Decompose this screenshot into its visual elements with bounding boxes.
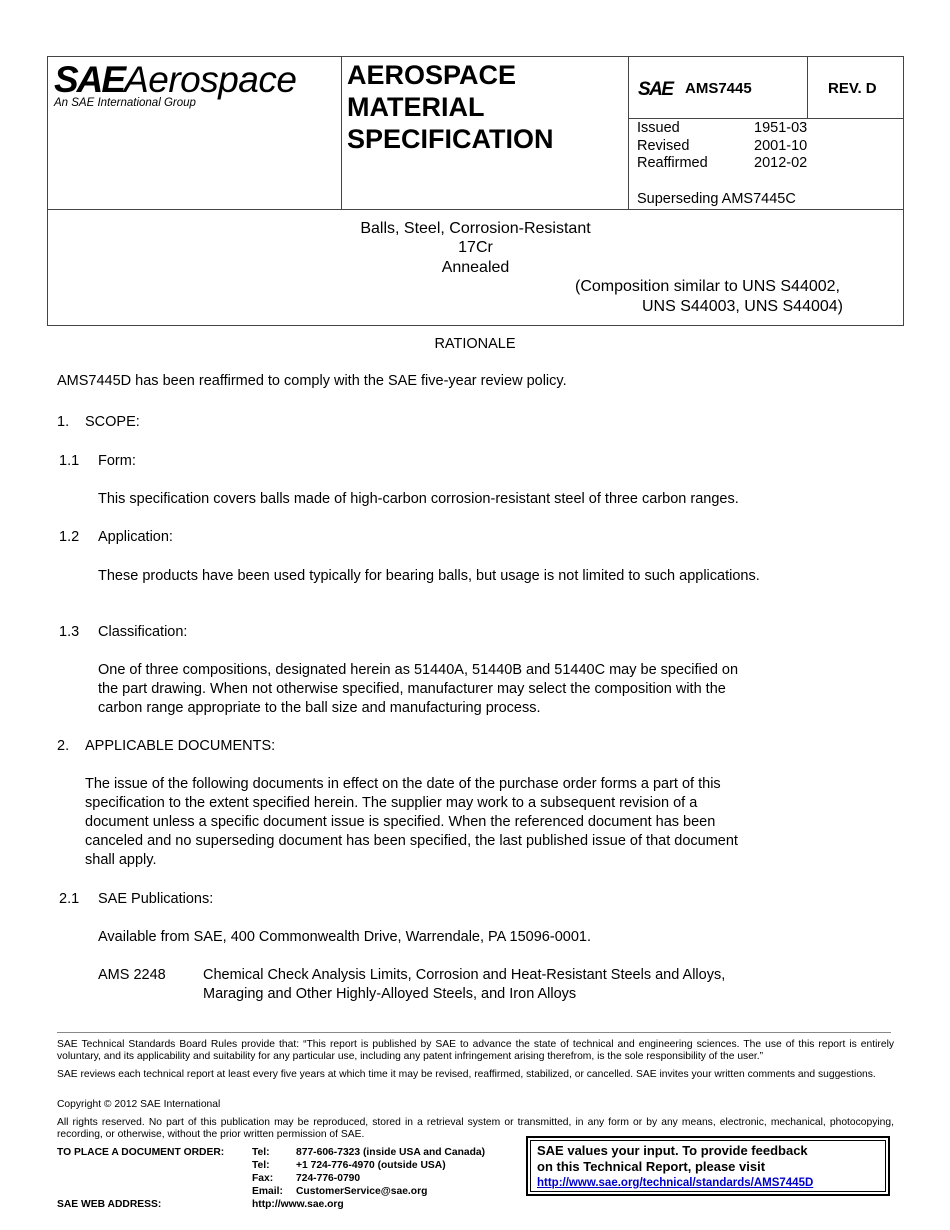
spec-type-title xyxy=(347,59,554,155)
section-number: 1.1 xyxy=(59,453,80,469)
web-label: SAE WEB ADDRESS: xyxy=(57,1199,162,1210)
logo-aerospace-text: Aerospace xyxy=(124,59,297,100)
title-line: SPECIFICATION xyxy=(347,124,554,154)
divider xyxy=(628,118,904,119)
contact-value: +1 724-776-4970 (outside USA) xyxy=(296,1160,446,1171)
contact-value: 877-606-7323 (inside USA and Canada) xyxy=(296,1147,486,1158)
reference-title-line: Chemical Check Analysis Limits, Corrosion and Heat-Resistant Steels and Alloys, xyxy=(203,967,726,983)
section-text-line: One of three compositions, designated herein as 51440A, 51440B and 51440C may be specified on xyxy=(98,662,739,678)
section-text: This specification covers balls made of high-carbon corrosion-resistant steel of three carbon ranges. xyxy=(98,491,739,507)
title-line: MATERIAL xyxy=(347,92,485,122)
reaffirmed-date: 2012-02 xyxy=(754,155,808,171)
review-note: SAE reviews each technical report at least every five years at which time it may be revised, reaffirmed, stabilized, or cancelled. SAE invites your written comments and suggestions. xyxy=(57,1069,876,1080)
title-line-2: 17Cr xyxy=(458,239,493,256)
reference-code: AMS 2248 xyxy=(98,967,166,983)
rationale-heading: RATIONALE xyxy=(434,336,516,352)
section-text-line: specification to the extent specified herein. The supplier may work to a subsequent revision of a xyxy=(85,795,698,811)
revised-label: Revised xyxy=(637,138,690,154)
revised-date: 2001-10 xyxy=(754,138,808,154)
divider xyxy=(341,57,342,209)
issued-label: Issued xyxy=(637,120,680,136)
footer-divider xyxy=(57,1032,891,1033)
section-text-line: shall apply. xyxy=(85,852,157,868)
composition-note-2: UNS S44003, UNS S44004) xyxy=(642,298,843,315)
document-number: AMS7445 xyxy=(685,80,752,97)
divider xyxy=(628,57,629,209)
section-text-line: The issue of the following documents in effect on the date of the purchase order forms a part of this xyxy=(85,776,721,792)
revision-label: REV. D xyxy=(828,80,877,97)
title-line: AEROSPACE xyxy=(347,60,517,90)
section-text-line: the part drawing. When not otherwise specified, manufacturer may select the composition with the xyxy=(98,681,726,697)
section-text: These products have been used typically for bearing balls, but usage is not limited to such applications. xyxy=(98,568,760,584)
section-title: SCOPE: xyxy=(85,414,140,430)
section-number: 1.3 xyxy=(59,624,80,640)
title-line-1: Balls, Steel, Corrosion-Resistant xyxy=(360,220,591,237)
feedback-box xyxy=(526,1136,890,1196)
feedback-inner xyxy=(530,1140,886,1192)
superseding-note: Superseding AMS7445C xyxy=(637,191,796,207)
sae-mini-logo: SAE xyxy=(638,79,673,100)
contact-label: Fax: xyxy=(252,1173,274,1184)
title-line-3: Annealed xyxy=(441,259,510,276)
rationale-text: AMS7445D has been reaffirmed to comply with the SAE five-year review policy. xyxy=(57,373,567,389)
feedback-line: on this Technical Report, please visit xyxy=(537,1159,766,1174)
sae-aerospace-logo xyxy=(54,59,296,101)
reference-title-line: Maraging and Other Highly-Alloyed Steels, and Iron Alloys xyxy=(203,986,577,1002)
logo-sae-text: SAE xyxy=(54,59,125,100)
contact-label: Tel: xyxy=(252,1160,270,1171)
web-address-link[interactable]: http://www.sae.org xyxy=(252,1199,344,1210)
divider xyxy=(807,57,808,118)
section-text-line: canceled and no superseding document has been specified, the last published issue of that document xyxy=(85,833,738,849)
section-title: Classification: xyxy=(98,624,188,640)
section-title: APPLICABLE DOCUMENTS: xyxy=(85,738,276,754)
copyright: Copyright © 2012 SAE International xyxy=(57,1099,221,1110)
section-text: Available from SAE, 400 Commonwealth Drive, Warrendale, PA 15096-0001. xyxy=(98,929,591,945)
section-number: 1. xyxy=(57,414,70,430)
section-number: 2. xyxy=(57,738,70,754)
reaffirmed-label: Reaffirmed xyxy=(637,155,708,171)
logo-subtitle: An SAE International Group xyxy=(54,97,196,109)
contact-value: 724-776-0790 xyxy=(296,1173,361,1184)
rights-note: All rights reserved. No part of this publication may be reproduced, stored in a retrieval system or transmitted, in any form or by any means, electronic, mechanical, photocopying, recording, or otherwise, without the prior written permission of SAE. xyxy=(57,1117,894,1141)
section-title: SAE Publications: xyxy=(98,891,214,907)
section-number: 2.1 xyxy=(59,891,80,907)
section-number: 1.2 xyxy=(59,529,80,545)
board-rules-note: SAE Technical Standards Board Rules provide that: “This report is published by SAE to advance the state of technical and engineering sciences. The use of this report is entirely voluntary, and its applicability and suitability for any particular use, including any patent infringement arising therefrom, is the sole responsibility of the user.” xyxy=(57,1039,894,1063)
section-title: Form: xyxy=(98,453,136,469)
divider xyxy=(48,209,904,210)
email-link[interactable]: CustomerService@sae.org xyxy=(296,1186,428,1197)
contact-label: Email: xyxy=(252,1186,283,1197)
order-label: TO PLACE A DOCUMENT ORDER: xyxy=(57,1147,225,1158)
contact-label: Tel: xyxy=(252,1147,270,1158)
issued-date: 1951-03 xyxy=(754,120,808,136)
header-box xyxy=(47,56,904,326)
feedback-link[interactable]: http://www.sae.org/technical/standards/AMS7445D xyxy=(537,1177,814,1189)
section-text-line: document unless a specific document issue is specified. When the referenced document has been xyxy=(85,814,716,830)
section-title: Application: xyxy=(98,529,173,545)
composition-note-1: (Composition similar to UNS S44002, xyxy=(575,278,840,295)
feedback-line: SAE values your input. To provide feedback xyxy=(537,1143,808,1158)
section-text-line: carbon range appropriate to the ball size and manufacturing process. xyxy=(98,700,541,716)
